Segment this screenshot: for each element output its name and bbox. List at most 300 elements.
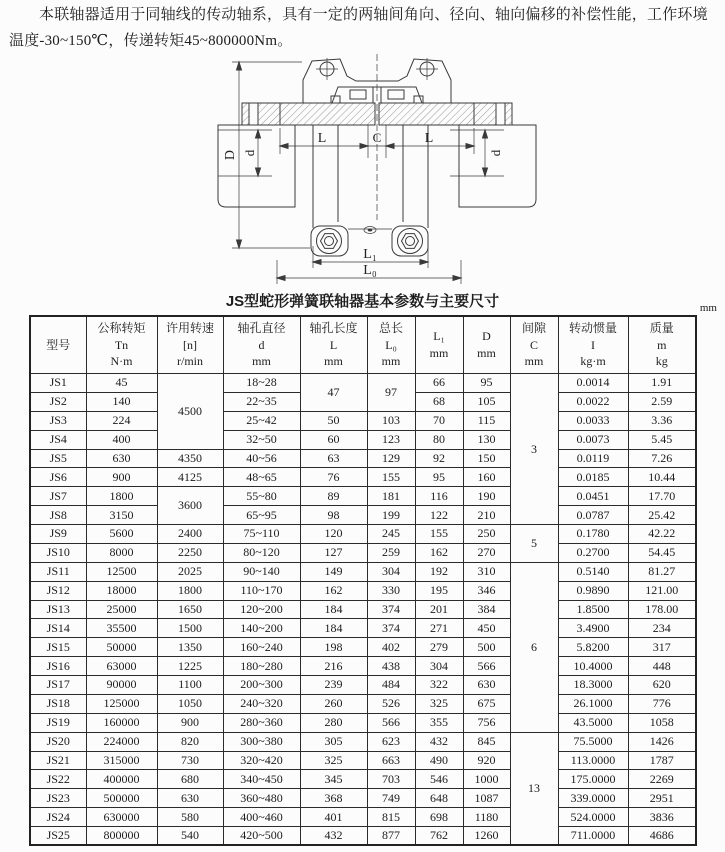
- dim-label-L1: L₁: [363, 247, 377, 262]
- cell-D: 1180: [463, 808, 510, 827]
- dim-label-d-left: d: [242, 149, 257, 157]
- cell-bore-d: 420~500: [223, 827, 300, 846]
- cell-total-L0: 245: [367, 525, 415, 544]
- cell-speed: 1800: [157, 581, 223, 600]
- cell-torque: 800000: [86, 827, 157, 846]
- cell-total-L0: 259: [367, 543, 415, 562]
- cell-mass: 10.44: [628, 468, 696, 487]
- cell-total-L0: 623: [367, 732, 415, 751]
- cell-mass: 4686: [628, 827, 696, 846]
- cell-bore-d: 180~280: [223, 657, 300, 676]
- cell-L1: 66: [415, 374, 463, 393]
- table-row: [30, 770, 696, 789]
- cell-torque: 160000: [86, 713, 157, 732]
- table-row: [30, 600, 696, 619]
- cell-total-L0: 103: [367, 411, 415, 430]
- cell-model: JS14: [30, 619, 86, 638]
- cell-torque: 315000: [86, 751, 157, 770]
- table-row: [30, 449, 696, 468]
- cell-D: 115: [463, 411, 510, 430]
- cell-model: JS18: [30, 694, 86, 713]
- cell-bore-d: 55~80: [223, 487, 300, 506]
- cell-torque: 18000: [86, 581, 157, 600]
- cell-torque: 900: [86, 468, 157, 487]
- dim-label-L0: L₀: [363, 263, 377, 278]
- cell-L1: 546: [415, 770, 463, 789]
- cell-L1: 355: [415, 713, 463, 732]
- cell-bore-d: 110~170: [223, 581, 300, 600]
- table-row: [30, 638, 696, 657]
- cell-L1: 762: [415, 827, 463, 846]
- cell-bore-d: 65~95: [223, 506, 300, 525]
- column-header-model: 型号: [30, 316, 86, 374]
- header-row: [30, 316, 696, 374]
- cell-inertia: 3.4900: [558, 619, 628, 638]
- cell-total-L0: 438: [367, 657, 415, 676]
- cell-D: 95: [463, 374, 510, 393]
- cell-L1: 162: [415, 543, 463, 562]
- cell-D: 630: [463, 676, 510, 695]
- cell-L1: 325: [415, 694, 463, 713]
- cell-L1: 95: [415, 468, 463, 487]
- cell-mass: 7.26: [628, 449, 696, 468]
- cell-bore-d: 32~50: [223, 430, 300, 449]
- cell-speed: 2400: [157, 525, 223, 544]
- cell-torque: 400000: [86, 770, 157, 789]
- cell-model: JS11: [30, 562, 86, 581]
- cell-speed: 580: [157, 808, 223, 827]
- cell-length-L: 280: [300, 713, 367, 732]
- cell-D: 250: [463, 525, 510, 544]
- cell-model: JS23: [30, 789, 86, 808]
- cell-mass: 1.91: [628, 374, 696, 393]
- column-header-inertia: 转动惯量 I kg·m: [558, 316, 628, 374]
- cell-torque: 8000: [86, 543, 157, 562]
- spec-table: [29, 315, 697, 846]
- cell-inertia: 0.0119: [558, 449, 628, 468]
- cell-length-L: 239: [300, 676, 367, 695]
- cell-inertia: 0.1780: [558, 525, 628, 544]
- cell-speed: 680: [157, 770, 223, 789]
- table-row: [30, 543, 696, 562]
- cell-L1: 432: [415, 732, 463, 751]
- cell-L1: 279: [415, 638, 463, 657]
- cell-mass: 448: [628, 657, 696, 676]
- cell-total-L0: 402: [367, 638, 415, 657]
- cell-inertia: 0.0451: [558, 487, 628, 506]
- cell-model: JS12: [30, 581, 86, 600]
- dim-label-d-right: d: [488, 149, 503, 157]
- cell-length-L: 60: [300, 430, 367, 449]
- cell-inertia: 175.0000: [558, 770, 628, 789]
- cell-total-L0: 304: [367, 562, 415, 581]
- cell-model: JS21: [30, 751, 86, 770]
- cell-speed: 1500: [157, 619, 223, 638]
- cell-total-L0: 374: [367, 600, 415, 619]
- cell-torque: 400: [86, 430, 157, 449]
- table-row: [30, 713, 696, 732]
- cell-speed: 1650: [157, 600, 223, 619]
- cell-inertia: 0.0073: [558, 430, 628, 449]
- cell-length-L: 345: [300, 770, 367, 789]
- cell-model: JS9: [30, 525, 86, 544]
- cell-length-L: 76: [300, 468, 367, 487]
- cell-bore-d: 40~56: [223, 449, 300, 468]
- column-header-total-L0: 总长 L₀ mm: [367, 316, 415, 374]
- cell-speed: 900: [157, 713, 223, 732]
- table-row: [30, 808, 696, 827]
- cell-L1: 68: [415, 392, 463, 411]
- cell-D: 150: [463, 449, 510, 468]
- cell-inertia: 0.5140: [558, 562, 628, 581]
- cell-total-L0: 526: [367, 694, 415, 713]
- cell-model: JS3: [30, 411, 86, 430]
- cell-mass: 3.36: [628, 411, 696, 430]
- table-row: [30, 676, 696, 695]
- cell-model: JS22: [30, 770, 86, 789]
- cell-model: JS24: [30, 808, 86, 827]
- table-row: [30, 581, 696, 600]
- cell-mass: 25.42: [628, 506, 696, 525]
- table-row: [30, 619, 696, 638]
- cell-total-L0: 374: [367, 619, 415, 638]
- cell-D: 675: [463, 694, 510, 713]
- cell-gap-C: 6: [510, 562, 558, 732]
- cell-model: JS25: [30, 827, 86, 846]
- column-header-D: D mm: [463, 316, 510, 374]
- cell-L1: 271: [415, 619, 463, 638]
- table-row: [30, 694, 696, 713]
- cell-model: JS19: [30, 713, 86, 732]
- cell-inertia: 524.0000: [558, 808, 628, 827]
- table-row: [30, 732, 696, 751]
- cell-model: JS4: [30, 430, 86, 449]
- cell-length-L: 127: [300, 543, 367, 562]
- table-title: JS型蛇形弹簧联轴器基本参数与主要尺寸: [225, 293, 500, 310]
- cell-speed: 540: [157, 827, 223, 846]
- cell-L1: 648: [415, 789, 463, 808]
- table-row: [30, 487, 696, 506]
- cell-mass: 3836: [628, 808, 696, 827]
- cell-model: JS7: [30, 487, 86, 506]
- cell-L1: 322: [415, 676, 463, 695]
- cell-model: JS5: [30, 449, 86, 468]
- cell-inertia: 5.8200: [558, 638, 628, 657]
- cell-D: 130: [463, 430, 510, 449]
- cell-mass: 54.45: [628, 543, 696, 562]
- cell-torque: 63000: [86, 657, 157, 676]
- cell-bore-d: 140~200: [223, 619, 300, 638]
- column-header-mass: 质量 m kg: [628, 316, 696, 374]
- cell-D: 160: [463, 468, 510, 487]
- cell-L1: 698: [415, 808, 463, 827]
- cell-mass: 2951: [628, 789, 696, 808]
- cell-bore-d: 18~28: [223, 374, 300, 393]
- cell-model: JS6: [30, 468, 86, 487]
- cell-torque: 5600: [86, 525, 157, 544]
- cell-torque: 140: [86, 392, 157, 411]
- cell-gap-C: 5: [510, 525, 558, 563]
- cell-bore-d: 360~480: [223, 789, 300, 808]
- cell-bore-d: 300~380: [223, 732, 300, 751]
- cell-mass: 234: [628, 619, 696, 638]
- cell-speed: 4500: [157, 374, 223, 450]
- cell-model: JS1: [30, 374, 86, 393]
- cell-D: 845: [463, 732, 510, 751]
- cell-length-L: 98: [300, 506, 367, 525]
- cell-L1: 155: [415, 525, 463, 544]
- cell-total-L0: 703: [367, 770, 415, 789]
- table-row: [30, 430, 696, 449]
- cell-D: 105: [463, 392, 510, 411]
- end-cap-left: [242, 103, 280, 125]
- cell-total-L0: 199: [367, 506, 415, 525]
- cell-L1: 80: [415, 430, 463, 449]
- cell-mass: 178.00: [628, 600, 696, 619]
- cell-inertia: 0.0022: [558, 392, 628, 411]
- cell-torque: 630: [86, 449, 157, 468]
- table-row: [30, 562, 696, 581]
- cell-torque: 125000: [86, 694, 157, 713]
- column-header-gap-C: 间隙 C mm: [510, 316, 558, 374]
- dim-label-L-left: L: [317, 131, 327, 146]
- cell-model: JS20: [30, 732, 86, 751]
- cell-torque: 50000: [86, 638, 157, 657]
- cell-mass: 620: [628, 676, 696, 695]
- cell-length-L: 432: [300, 827, 367, 846]
- cell-model: JS10: [30, 543, 86, 562]
- column-header-speed: 许用转速 [n] r/min: [157, 316, 223, 374]
- cell-mass: 2.59: [628, 392, 696, 411]
- cell-bore-d: 25~42: [223, 411, 300, 430]
- cell-D: 384: [463, 600, 510, 619]
- cell-inertia: 0.2700: [558, 543, 628, 562]
- cell-mass: 5.45: [628, 430, 696, 449]
- cell-total-L0: 749: [367, 789, 415, 808]
- cell-bore-d: 22~35: [223, 392, 300, 411]
- intro-paragraph: 本联轴器适用于同轴线的传动轴系，具有一定的两轴间角向、径向、轴向偏移的补偿性能，工作环境温度-30~150℃，传递转矩45~800000Nm。: [9, 7, 708, 49]
- cell-length-L: 162: [300, 581, 367, 600]
- cell-torque: 224: [86, 411, 157, 430]
- end-cap-right: [474, 103, 512, 125]
- cell-torque: 500000: [86, 789, 157, 808]
- cell-total-L0: 155: [367, 468, 415, 487]
- dim-label-D: D: [223, 149, 238, 161]
- cell-L1: 70: [415, 411, 463, 430]
- cell-bore-d: 280~360: [223, 713, 300, 732]
- cell-bore-d: 340~450: [223, 770, 300, 789]
- cell-bore-d: 48~65: [223, 468, 300, 487]
- cell-length-L: 63: [300, 449, 367, 468]
- cell-torque: 45: [86, 374, 157, 393]
- cell-length-L: 305: [300, 732, 367, 751]
- cell-speed: 1350: [157, 638, 223, 657]
- cell-model: JS2: [30, 392, 86, 411]
- cell-inertia: 113.0000: [558, 751, 628, 770]
- cell-D: 210: [463, 506, 510, 525]
- column-header-torque: 公称转矩 Tn N·m: [86, 316, 157, 374]
- cell-length-L: 89: [300, 487, 367, 506]
- cell-L1: 201: [415, 600, 463, 619]
- cell-D: 566: [463, 657, 510, 676]
- cell-inertia: 26.1000: [558, 694, 628, 713]
- cell-L1: 304: [415, 657, 463, 676]
- cell-torque: 90000: [86, 676, 157, 695]
- cell-inertia: 0.0185: [558, 468, 628, 487]
- cell-D: 1260: [463, 827, 510, 846]
- cell-length-L: 184: [300, 619, 367, 638]
- cell-model: JS17: [30, 676, 86, 695]
- cell-model: JS8: [30, 506, 86, 525]
- cell-bore-d: 240~320: [223, 694, 300, 713]
- cell-length-L: 47: [300, 374, 367, 412]
- cell-D: 310: [463, 562, 510, 581]
- cell-inertia: 1.8500: [558, 600, 628, 619]
- cell-bore-d: 75~110: [223, 525, 300, 544]
- cell-inertia: 0.0033: [558, 411, 628, 430]
- cell-mass: 1426: [628, 732, 696, 751]
- table-row: [30, 525, 696, 544]
- cell-torque: 630000: [86, 808, 157, 827]
- table-row: [30, 374, 696, 393]
- cell-length-L: 368: [300, 789, 367, 808]
- cell-bore-d: 200~300: [223, 676, 300, 695]
- table-row: [30, 751, 696, 770]
- table-row: [30, 468, 696, 487]
- cell-bore-d: 120~200: [223, 600, 300, 619]
- cell-L1: 122: [415, 506, 463, 525]
- cell-length-L: 120: [300, 525, 367, 544]
- cell-torque: 3150: [86, 506, 157, 525]
- cell-total-L0: 123: [367, 430, 415, 449]
- cell-length-L: 50: [300, 411, 367, 430]
- cell-L1: 92: [415, 449, 463, 468]
- cell-gap-C: 3: [510, 374, 558, 525]
- cell-D: 920: [463, 751, 510, 770]
- coupling-drawing: [180, 50, 545, 288]
- table-row: [30, 827, 696, 846]
- table-caption-row: [0, 290, 725, 312]
- cell-mass: 42.22: [628, 525, 696, 544]
- cell-bore-d: 90~140: [223, 562, 300, 581]
- cell-mass: 2269: [628, 770, 696, 789]
- cell-inertia: 0.9890: [558, 581, 628, 600]
- cell-speed: 2025: [157, 562, 223, 581]
- cell-speed: 3600: [157, 487, 223, 525]
- cell-speed: 630: [157, 789, 223, 808]
- cell-length-L: 325: [300, 751, 367, 770]
- cell-bore-d: 160~240: [223, 638, 300, 657]
- cell-model: JS16: [30, 657, 86, 676]
- table-row: [30, 789, 696, 808]
- cell-total-L0: 484: [367, 676, 415, 695]
- cell-speed: 1100: [157, 676, 223, 695]
- cell-L1: 195: [415, 581, 463, 600]
- cell-mass: 121.00: [628, 581, 696, 600]
- cell-bore-d: 80~120: [223, 543, 300, 562]
- cell-D: 1000: [463, 770, 510, 789]
- column-header-L1: L₁ mm: [415, 316, 463, 374]
- cell-torque: 25000: [86, 600, 157, 619]
- cell-speed: 4350: [157, 449, 223, 468]
- cell-D: 190: [463, 487, 510, 506]
- cell-speed: 4125: [157, 468, 223, 487]
- column-header-bore-d: 轴孔直径 d mm: [223, 316, 300, 374]
- cell-speed: 730: [157, 751, 223, 770]
- column-header-length-L: 轴孔长度 L mm: [300, 316, 367, 374]
- cell-inertia: 75.5000: [558, 732, 628, 751]
- cell-inertia: 18.3000: [558, 676, 628, 695]
- cell-bore-d: 320~420: [223, 751, 300, 770]
- cell-length-L: 198: [300, 638, 367, 657]
- cell-total-L0: 877: [367, 827, 415, 846]
- cell-mass: 317: [628, 638, 696, 657]
- cell-torque: 12500: [86, 562, 157, 581]
- cell-mass: 81.27: [628, 562, 696, 581]
- cell-L1: 490: [415, 751, 463, 770]
- cell-model: JS13: [30, 600, 86, 619]
- cell-D: 1087: [463, 789, 510, 808]
- cell-D: 500: [463, 638, 510, 657]
- cell-total-L0: 663: [367, 751, 415, 770]
- cell-inertia: 0.0014: [558, 374, 628, 393]
- cell-length-L: 401: [300, 808, 367, 827]
- cell-length-L: 149: [300, 562, 367, 581]
- dim-label-L-right: L: [424, 131, 434, 146]
- cell-model: JS15: [30, 638, 86, 657]
- cell-gap-C: 13: [510, 732, 558, 845]
- table-row: [30, 411, 696, 430]
- cell-inertia: 0.0787: [558, 506, 628, 525]
- cell-mass: 776: [628, 694, 696, 713]
- cell-length-L: 184: [300, 600, 367, 619]
- table-row: [30, 657, 696, 676]
- cell-torque: 1800: [86, 487, 157, 506]
- flange-left: [280, 103, 375, 125]
- unit-note: mm: [699, 302, 717, 314]
- cell-total-L0: 330: [367, 581, 415, 600]
- table-row: [30, 506, 696, 525]
- cell-torque: 224000: [86, 732, 157, 751]
- cell-D: 756: [463, 713, 510, 732]
- flange-right: [379, 103, 474, 125]
- cell-speed: 1225: [157, 657, 223, 676]
- cell-mass: 1787: [628, 751, 696, 770]
- dim-label-C: C: [372, 130, 382, 145]
- cell-torque: 35500: [86, 619, 157, 638]
- cell-mass: 1058: [628, 713, 696, 732]
- cell-inertia: 339.0000: [558, 789, 628, 808]
- cell-total-L0: 566: [367, 713, 415, 732]
- cell-total-L0: 97: [367, 374, 415, 412]
- cell-inertia: 711.0000: [558, 827, 628, 846]
- cell-D: 270: [463, 543, 510, 562]
- cell-total-L0: 815: [367, 808, 415, 827]
- cell-total-L0: 129: [367, 449, 415, 468]
- cell-D: 450: [463, 619, 510, 638]
- cell-inertia: 43.5000: [558, 713, 628, 732]
- cell-mass: 17.70: [628, 487, 696, 506]
- cell-length-L: 216: [300, 657, 367, 676]
- cell-L1: 116: [415, 487, 463, 506]
- cell-total-L0: 181: [367, 487, 415, 506]
- cell-L1: 192: [415, 562, 463, 581]
- cell-D: 346: [463, 581, 510, 600]
- cell-inertia: 10.4000: [558, 657, 628, 676]
- cell-speed: 820: [157, 732, 223, 751]
- coupling-drawing-svg: [180, 50, 545, 288]
- cell-length-L: 260: [300, 694, 367, 713]
